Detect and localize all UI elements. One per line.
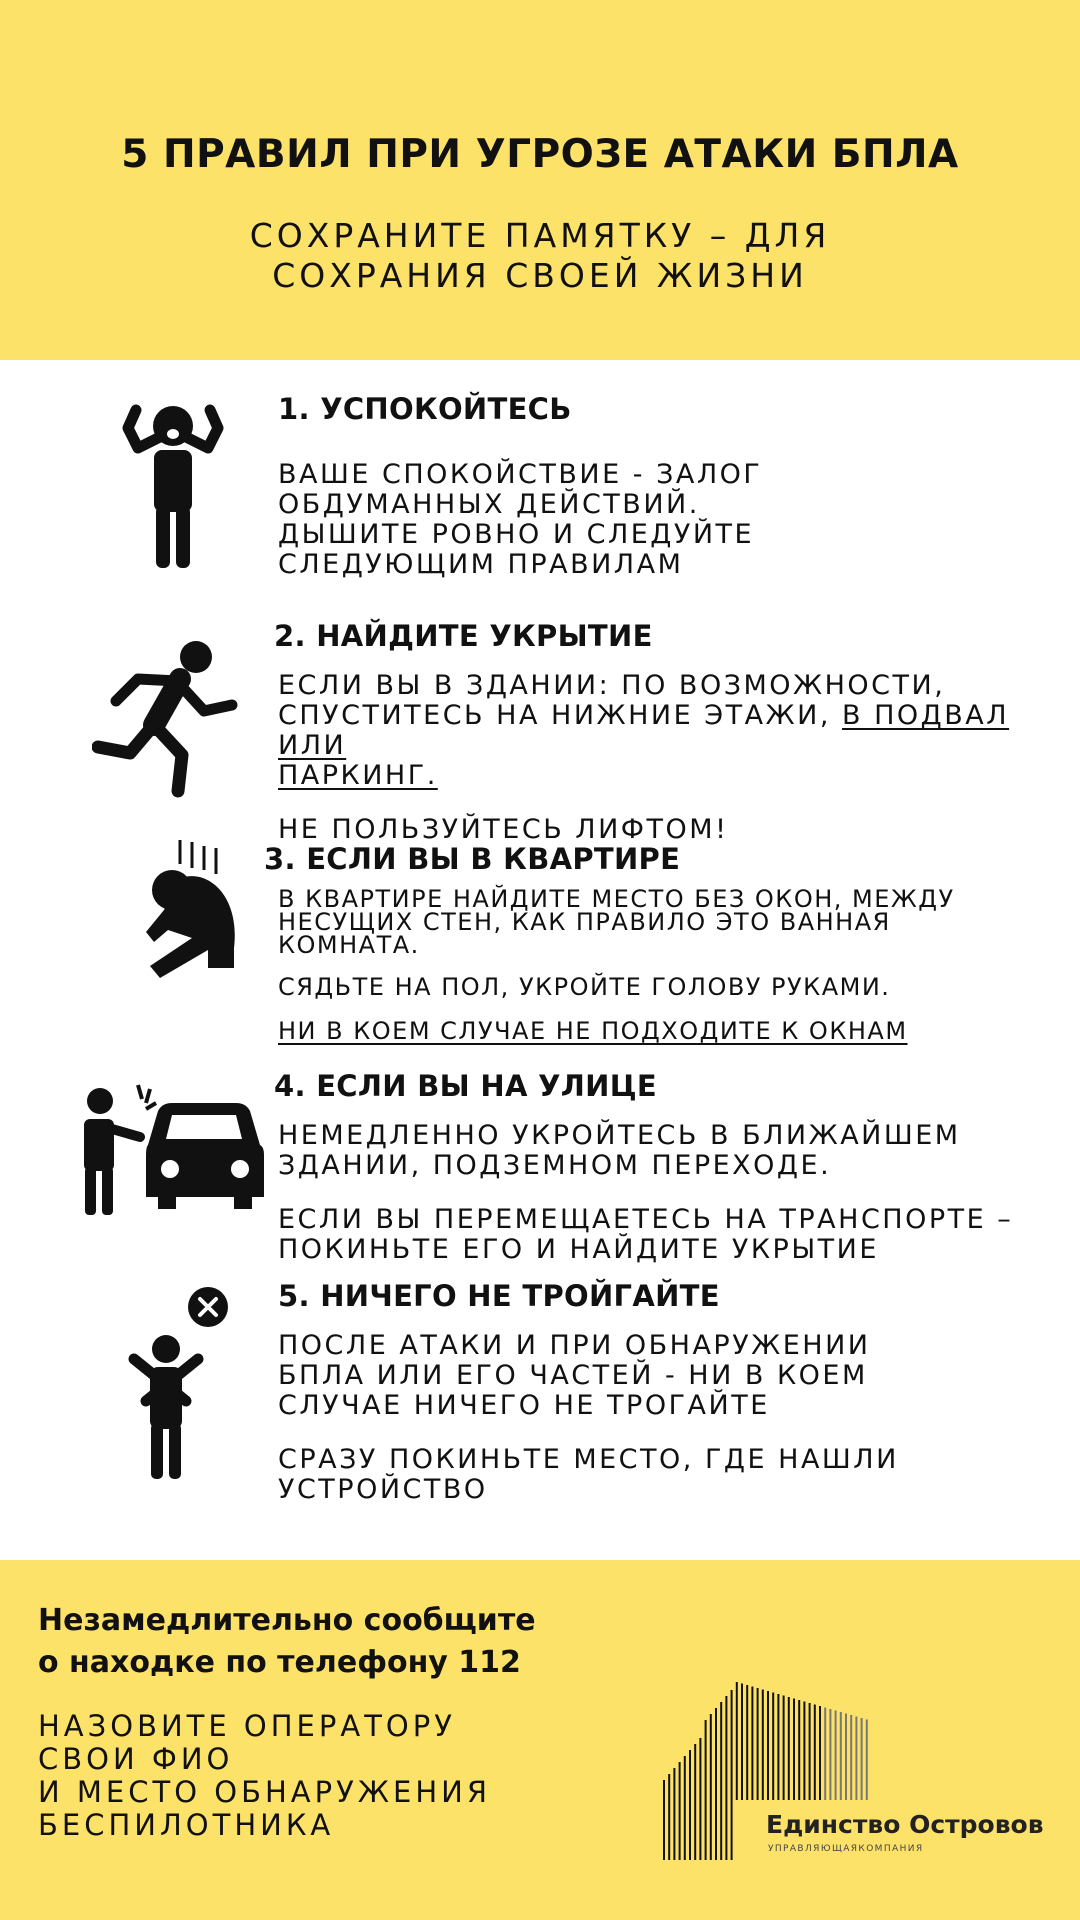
text-line: ЕСЛИ ВЫ В ЗДАНИИ: ПО ВОЗМОЖНОСТИ, <box>278 670 946 701</box>
text-line: ЕСЛИ ВЫ ПЕРЕМЕЩАЕТЕСЬ НА ТРАНСПОРТЕ – <box>278 1204 1014 1235</box>
person-crossed-arms-icon <box>128 1287 238 1487</box>
text-line: СЛУЧАЕ НИЧЕГО НЕ ТРОГАЙТЕ <box>278 1390 770 1421</box>
page-title: 5 ПРАВИЛ ПРИ УГРОЗЕ АТАКИ БПЛА <box>121 132 959 177</box>
text-line: ВАШЕ СПОКОЙСТВИЕ - ЗАЛОГ <box>278 459 763 490</box>
company-name: Единство Островов <box>766 1810 1044 1839</box>
text-line: ПОСЛЕ АТАКИ И ПРИ ОБНАРУЖЕНИИ <box>278 1330 871 1361</box>
report-line: Незамедлительно сообщите <box>38 1603 536 1638</box>
text-line: НЕМЕДЛЕННО УКРОЙТЕСЬ В БЛИЖАЙШЕМ <box>278 1120 961 1151</box>
rule-1 <box>0 390 1080 590</box>
text-line: СРАЗУ ПОКИНЬТЕ МЕСТО, ГДЕ НАШЛИ <box>278 1444 899 1475</box>
rule-text <box>278 1331 1068 1505</box>
text-line: НЕ ПОЛЬЗУЙТЕСЬ ЛИФТОМ! <box>278 814 729 845</box>
rule-text <box>278 885 1068 1045</box>
instruction-line: БЕСПИЛОТНИКА <box>38 1808 335 1842</box>
operator-instructions <box>38 1710 598 1842</box>
underlined-text: ПАРКИНГ. <box>278 760 438 791</box>
rule-3 <box>0 838 1080 1053</box>
text-line: СЯДЬТЕ НА ПОЛ, УКРОЙТЕ ГОЛОВУ РУКАМИ. <box>278 973 891 1001</box>
text-line: НЕСУЩИХ СТЕН, КАК ПРАВИЛО ЭТО ВАННАЯ <box>278 908 891 936</box>
company-subtitle: УПРАВЛЯЮЩАЯКОМПАНИЯ <box>768 1844 924 1854</box>
rule-title: 2. НАЙДИТЕ УКРЫТИЕ <box>274 619 653 653</box>
footer-banner <box>0 1560 1080 1920</box>
stressed-person-icon <box>118 398 228 578</box>
text-line: В КВАРТИРЕ НАЙДИТЕ МЕСТО БЕЗ ОКОН, МЕЖДУ <box>278 885 955 913</box>
header-banner <box>0 0 1080 360</box>
text-line: ДЫШИТЕ РОВНО И СЛЕДУЙТЕ <box>278 519 755 550</box>
report-callout <box>38 1600 658 1684</box>
text-line: СЛЕДУЮЩИМ ПРАВИЛАМ <box>278 549 684 580</box>
rule-5 <box>0 1275 1080 1510</box>
text-line: ПОКИНЬТЕ ЕГО И НАЙДИТЕ УКРЫТИЕ <box>278 1234 879 1265</box>
person-car-icon <box>76 1075 266 1225</box>
crouching-person-icon <box>130 838 250 988</box>
rule-4 <box>0 1065 1080 1265</box>
instruction-line: СВОИ ФИО <box>38 1742 234 1776</box>
subtitle-line: СОХРАНИЯ СВОЕЙ ЖИЗНИ <box>272 256 808 295</box>
page-subtitle <box>0 216 1080 296</box>
company-logo <box>660 1660 1060 1890</box>
rule-text <box>278 1121 1068 1265</box>
running-person-icon <box>92 635 252 805</box>
text-fragment: СПУСТИТЕСЬ НА НИЖНИЕ ЭТАЖИ, <box>278 700 843 731</box>
logo-bars-icon <box>660 1660 1060 1890</box>
text-line: ОБДУМАННЫХ ДЕЙСТВИЙ. <box>278 489 700 520</box>
rule-title: 1. УСПОКОЙТЕСЬ <box>278 392 572 426</box>
text-line: УСТРОЙСТВО <box>278 1474 488 1505</box>
underlined-text: В ПОДВАЛ ИЛИ <box>278 700 1010 761</box>
rule-title: 3. ЕСЛИ ВЫ В КВАРТИРЕ <box>264 842 681 876</box>
text-line <box>278 701 1068 761</box>
rule-text <box>278 671 1068 845</box>
subtitle-line: СОХРАНИТЕ ПАМЯТКУ – ДЛЯ <box>249 216 831 255</box>
rule-2 <box>0 615 1080 845</box>
text-line: ЗДАНИИ, ПОДЗЕМНОМ ПЕРЕХОДЕ. <box>278 1150 832 1181</box>
rule-title: 5. НИЧЕГО НЕ ТРОЙГАЙТЕ <box>278 1279 720 1313</box>
underlined-text: НИ В КОЕМ СЛУЧАЕ НЕ ПОДХОДИТЕ К ОКНАМ <box>278 1017 908 1045</box>
report-line: о находке по телефону 112 <box>38 1645 521 1680</box>
text-line: БПЛА ИЛИ ЕГО ЧАСТЕЙ - НИ В КОЕМ <box>278 1360 868 1391</box>
instruction-line: НАЗОВИТЕ ОПЕРАТОРУ <box>38 1709 456 1743</box>
instruction-line: И МЕСТО ОБНАРУЖЕНИЯ <box>38 1775 491 1809</box>
rule-title: 4. ЕСЛИ ВЫ НА УЛИЦЕ <box>274 1069 658 1103</box>
text-line: КОМНАТА. <box>278 931 420 959</box>
rule-text <box>278 460 1068 580</box>
